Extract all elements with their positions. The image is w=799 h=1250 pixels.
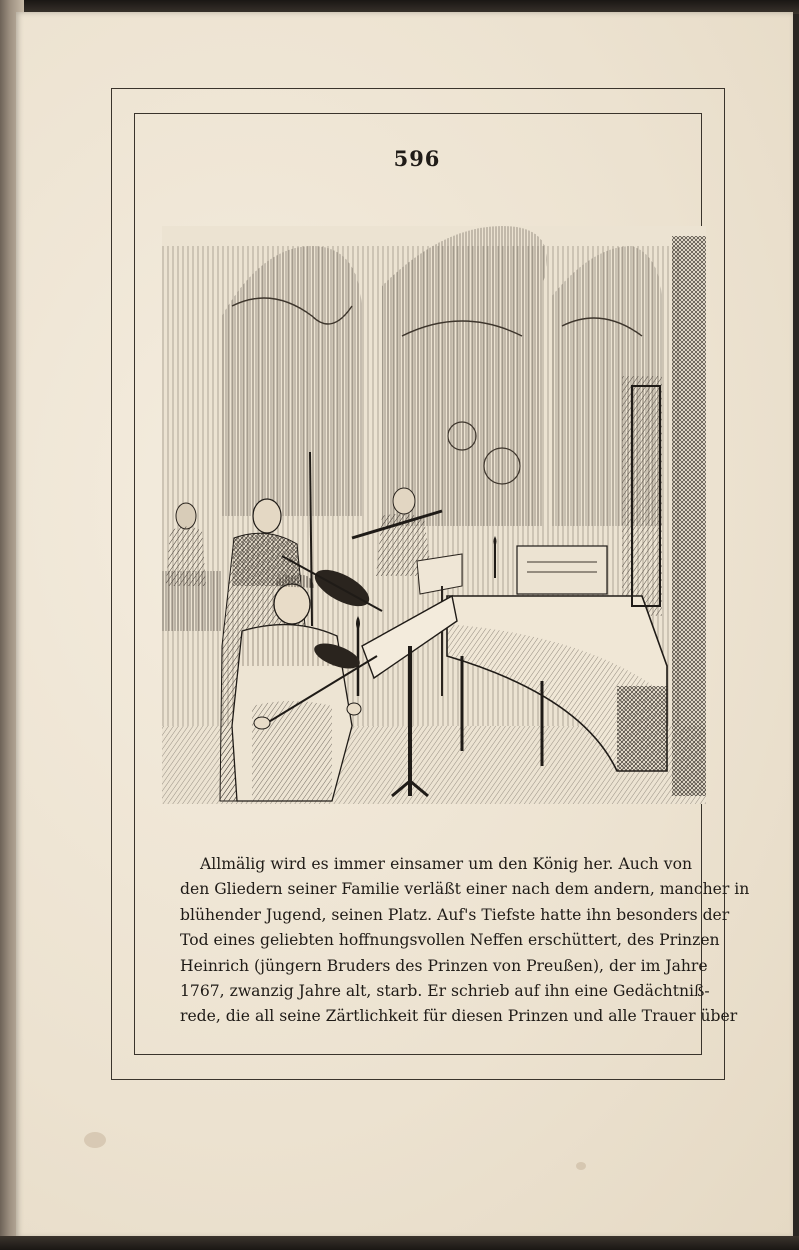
- page-number: 596: [393, 146, 441, 171]
- text-line: Allmälig wird es immer einsamer um den König her. Auch von: [200, 855, 692, 873]
- paper-stain: [84, 1132, 106, 1148]
- scan-bottom-edge: [0, 1236, 799, 1250]
- concert-engraving-icon: [162, 226, 706, 804]
- text-line: Heinrich (jüngern Bruders des Prinzen von Preußen), der im Jahre: [180, 956, 708, 975]
- text-line: 1767, zwanzig Jahre alt, starb. Er schrieb auf ihn eine Gedächtniß-: [180, 982, 710, 1001]
- body-text: [180, 852, 750, 1030]
- text-line: Tod eines geliebten hoffnungsvollen Neffen erschüttert, des Prinzen: [180, 931, 720, 950]
- text-line: rede, die all seine Zärtlichkeit für diesen Prinzen und alle Trauer über: [180, 1007, 738, 1026]
- paper-stain: [576, 1162, 586, 1170]
- text-line: blühender Jugend, seinen Platz. Auf's Tiefste hatte ihn besonders der: [180, 905, 730, 924]
- text-line: den Gliedern seiner Familie verläßt einer nach dem andern, mancher in: [180, 880, 750, 899]
